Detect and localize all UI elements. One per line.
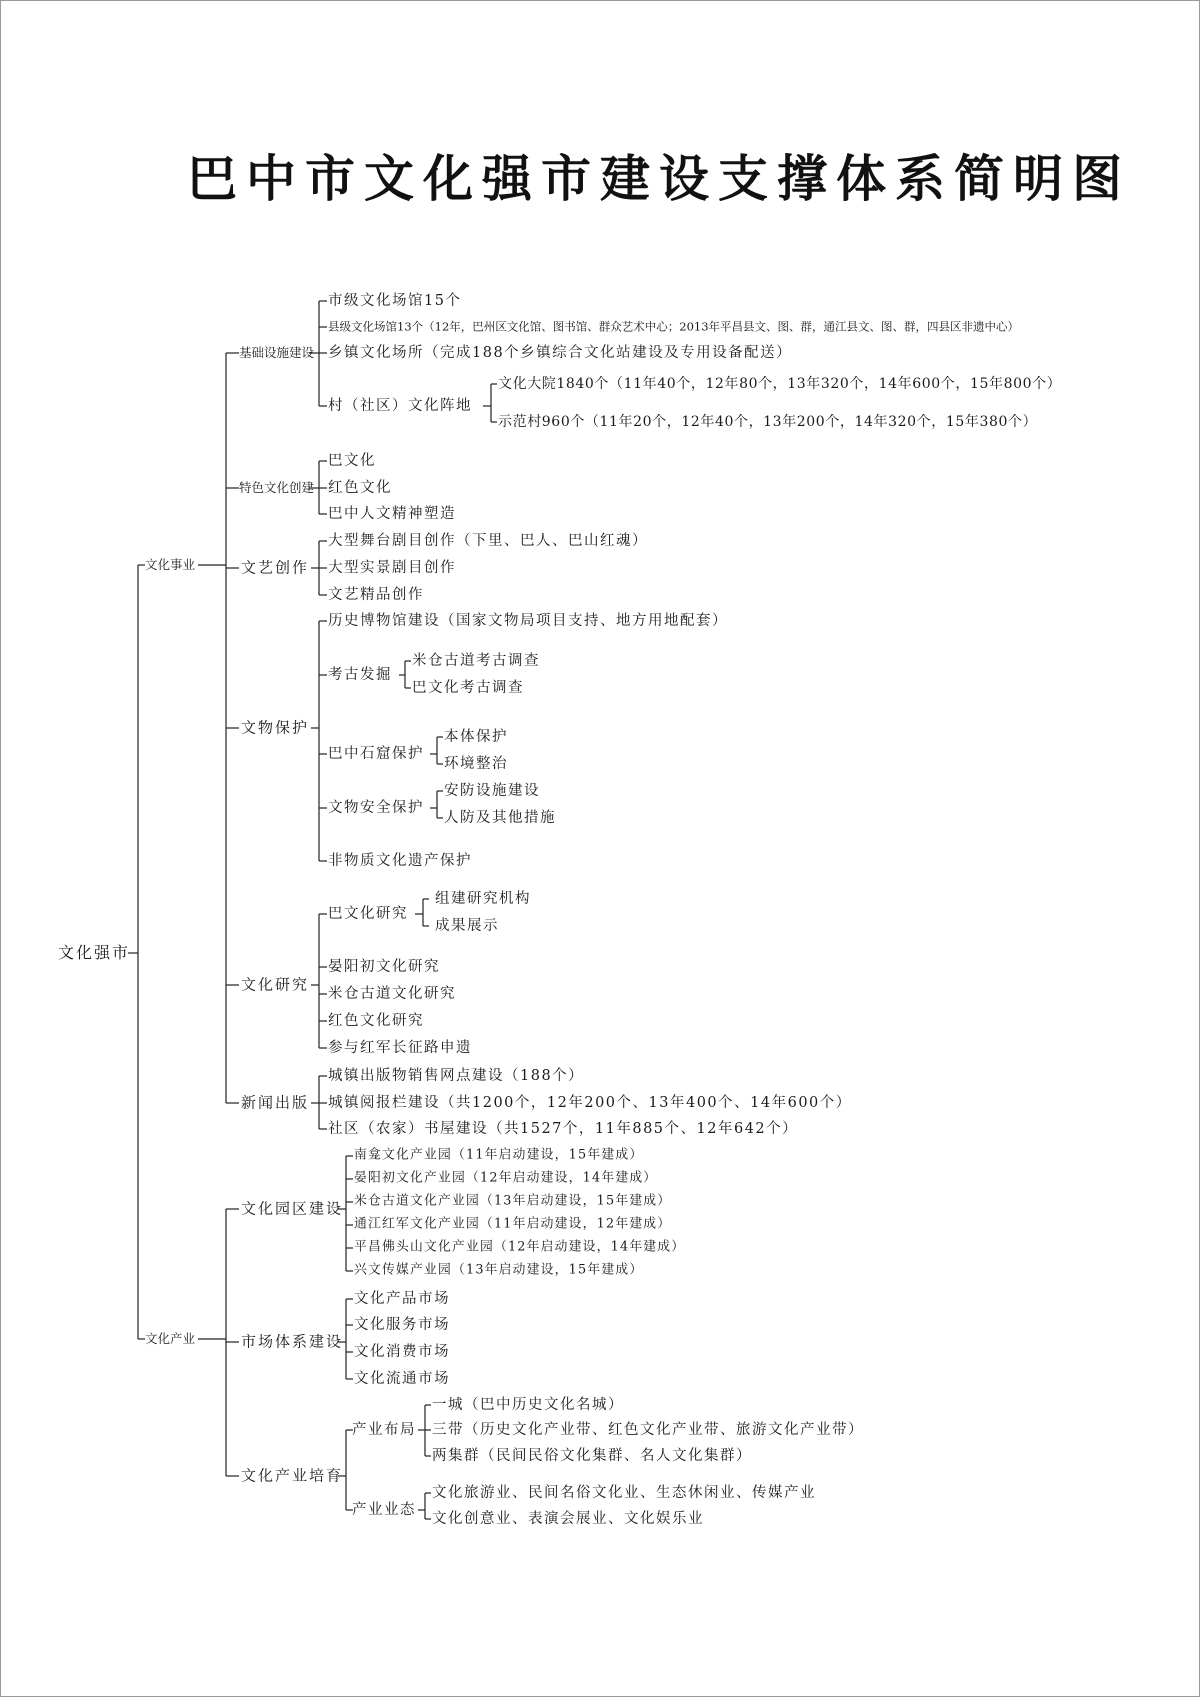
leaf-one-city: 一城（巴中历史文化名城） — [432, 1396, 624, 1413]
leaf-ba-survey: 巴文化考古调查 — [412, 679, 524, 696]
leaf-humanistic-spirit: 巴中人文精神塑造 — [328, 505, 456, 522]
connector-lines — [1, 1, 1200, 1698]
leaf-culture-courtyards: 文化大院1840个（11年40个，12年80个，13年320个，14年600个，15年800个） — [498, 376, 1062, 392]
leaf-three-belts: 三带（历史文化产业带、红色文化产业带、旅游文化产业带） — [432, 1421, 864, 1438]
leaf-model-villages: 示范村960个（11年20个，12年40个，13年200个，14年320个，15年380个） — [498, 414, 1038, 430]
node-village-positions: 村（社区）文化阵地 — [328, 397, 472, 414]
leaf-yan-yangchu-park: 晏阳初文化产业园（12年启动建设，14年建成） — [354, 1170, 658, 1186]
node-ba-research: 巴文化研究 — [328, 905, 408, 922]
leaf-micang-park: 米仓古道文化产业园（13年启动建设，15年建成） — [354, 1193, 672, 1209]
node-featured-culture: 特色文化创建 — [239, 479, 315, 495]
leaf-results-display: 成果展示 — [435, 917, 499, 934]
leaf-body-protection: 本体保护 — [444, 728, 508, 745]
leaf-city-venues: 市级文化场馆15个 — [328, 292, 462, 309]
leaf-tongjiang-park: 通江红军文化产业园（11年启动建设，12年建成） — [354, 1216, 672, 1232]
node-heritage-protection: 文物保护 — [241, 718, 310, 737]
leaf-micang-survey: 米仓古道考古调查 — [412, 652, 540, 669]
leaf-village-libraries: 社区（农家）书屋建设（共1527个，11年885个、12年642个） — [328, 1120, 799, 1137]
leaf-intangible-heritage: 非物质文化遗产保护 — [328, 852, 472, 869]
leaf-red-culture: 红色文化 — [328, 479, 392, 496]
leaf-tourism-formats: 文化旅游业、民间名俗文化业、生态休闲业、传媒产业 — [432, 1484, 816, 1501]
leaf-two-clusters: 两集群（民间民俗文化集群、名人文化集群） — [432, 1447, 752, 1464]
node-industry-cultivation: 文化产业培育 — [241, 1466, 344, 1485]
node-press-publishing: 新闻出版 — [241, 1093, 310, 1112]
leaf-research-institute: 组建研究机构 — [435, 890, 531, 907]
leaf-product-market: 文化产品市场 — [354, 1290, 450, 1307]
leaf-pingchang-park: 平昌佛头山文化产业园（12年启动建设，14年建成） — [354, 1239, 686, 1255]
leaf-stage-drama: 大型舞台剧目创作（下里、巴人、巴山红魂） — [328, 532, 648, 549]
leaf-consumption-market: 文化消费市场 — [354, 1343, 450, 1360]
leaf-nankan-park: 南龛文化产业园（11年启动建设，15年建成） — [354, 1147, 644, 1163]
leaf-circulation-market: 文化流通市场 — [354, 1370, 450, 1387]
node-relic-security: 文物安全保护 — [328, 799, 424, 816]
leaf-security-facilities: 安防设施建设 — [444, 782, 540, 799]
node-arts-creation: 文艺创作 — [241, 558, 310, 577]
leaf-township-venues: 乡镇文化场所（完成188个乡镇综合文化站建设及专用设备配送） — [328, 344, 793, 361]
leaf-civil-defense: 人防及其他措施 — [444, 809, 556, 826]
leaf-yan-yangchu-research: 晏阳初文化研究 — [328, 958, 440, 975]
leaf-xingwen-park: 兴文传媒产业园（13年启动建设，15年建成） — [354, 1262, 644, 1278]
node-archaeology: 考古发掘 — [328, 666, 392, 683]
root-node: 文化强市 — [58, 943, 131, 962]
node-grotto-protection: 巴中石窟保护 — [328, 745, 424, 762]
leaf-art-masterpieces: 文艺精品创作 — [328, 586, 424, 603]
branch-cultural-undertakings: 文化事业 — [145, 556, 196, 572]
leaf-live-show: 大型实景剧目创作 — [328, 559, 456, 576]
leaf-history-museum: 历史博物馆建设（国家文物局项目支持、地方用地配套） — [328, 612, 728, 629]
leaf-micang-research: 米仓古道文化研究 — [328, 985, 456, 1002]
leaf-county-venues: 县级文化场馆13个（12年，巴州区文化馆、图书馆、群众艺术中心；2013年平昌县文、图、群，通江县文、图、群，四县区非遗中心） — [328, 319, 1020, 334]
node-industry-layout: 产业布局 — [352, 1421, 416, 1438]
node-industry-formats: 产业业态 — [352, 1501, 416, 1518]
leaf-long-march: 参与红军长征路申遗 — [328, 1039, 472, 1056]
leaf-creative-formats: 文化创意业、表演会展业、文化娱乐业 — [432, 1510, 704, 1527]
branch-cultural-industry: 文化产业 — [145, 1330, 196, 1346]
node-culture-parks: 文化园区建设 — [241, 1199, 344, 1218]
node-market-system: 市场体系建设 — [241, 1332, 344, 1351]
leaf-environment: 环境整治 — [444, 755, 508, 772]
diagram-title: 巴中市文化强市建设支撑体系简明图 — [187, 150, 1131, 208]
leaf-red-research: 红色文化研究 — [328, 1012, 424, 1029]
leaf-service-market: 文化服务市场 — [354, 1316, 450, 1333]
node-infrastructure: 基础设施建设 — [239, 344, 315, 360]
leaf-sales-outlets: 城镇出版物销售网点建设（188个） — [328, 1067, 585, 1084]
node-culture-research: 文化研究 — [241, 975, 310, 994]
leaf-ba-culture: 巴文化 — [328, 452, 376, 469]
leaf-reading-boards: 城镇阅报栏建设（共1200个，12年200个、13年400个、14年600个） — [328, 1094, 852, 1111]
